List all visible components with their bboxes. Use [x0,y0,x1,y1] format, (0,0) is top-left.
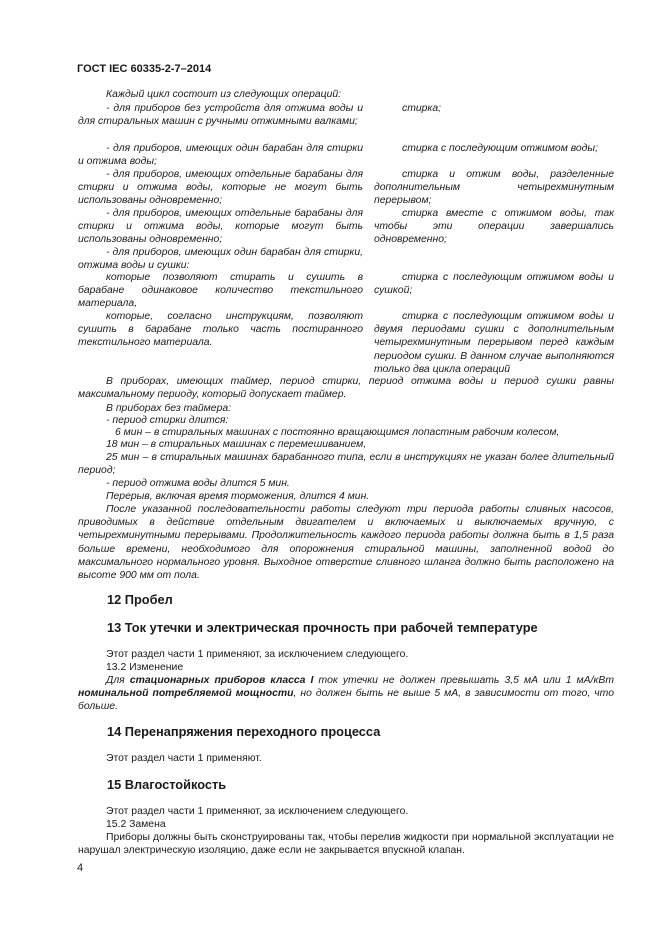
cycle-right-7: стирка с последующим отжимом воды и двумя периодами сушки с дополнительным четырехминутным перерывом перед каждым периодом сушки. В данном случае выполняются только два цикла операций [374,311,614,375]
timer-paragraph-3: - период стирки длится: [106,415,229,426]
section-12-heading: 12 Пробел [107,592,173,607]
cycle-left-5: - для приборов, имеющих один барабан для стирки, отжима воды и сушки: [78,247,363,272]
cycle-left-1: - для приборов без устройств для отжима воды и для стиральных машин с ручными отжимными валками; [78,103,363,128]
section-13-clause: 13.2 Изменение [106,662,184,673]
document-header: ГОСТ IEC 60335-2-7–2014 [77,63,212,75]
cycle-intro: Каждый цикл состоит из следующих операций: [106,89,342,100]
cycle-left-7: которые, согласно инструкциям, позволяют сушить в барабане только часть постиранного текстильного материала. [78,311,363,349]
cycle-right-1: стирка; [402,103,441,114]
cycle-right-4: стирка вместе с отжимом воды, так чтобы эти операции завершались одновременно; [374,208,614,246]
section-13-paragraph-1: Этот раздел части 1 применяют, за исключением следующего. [106,649,409,660]
timer-paragraph-8: Перерыв, включая время торможения, длится 4 мин. [106,491,370,502]
timer-paragraph-9: После указанной последовательности работы следуют три периода работы сливных насосов, приводимых в действие отдельным двигателем и включаемых и выключаемых вручную, с четырехминутными перерывами. Продолжительность каждого периода работы должна быть в 1,5 раза больше времени, необходимого для опорожнения стиральной машины, заполненной водой до максимального нормального уровня. Выходное отверстие сливного шланга должно быть расположено на высоте 900 мм от пола. [78,504,614,582]
cycle-right-2: стирка с последующим отжимом воды; [402,143,598,154]
timer-paragraph-5: 18 мин – в стиральных машинах с перемешиванием, [106,439,367,450]
cycle-right-3: стирка и отжим воды, разделенные дополнительным четырехминутным перерывом; [374,169,614,207]
timer-paragraph-4: 6 мин – в стиральных машинах с постоянно вращающимся лопастным рабочим колесом, [115,427,560,438]
section-15-clause: 15.2 Замена [106,819,166,830]
page-number: 4 [77,862,84,874]
timer-paragraph-6: 25 мин – в стиральных машинах барабанного типа, если в инструкциях не указан более длительный период; [78,452,614,477]
section-15-paragraph-2: Приборы должны быть сконструированы так, чтобы перелив жидкости при нормальной эксплуатации не нарушал электрическую изоляцию, даже если не закрывается впускной клапан. [78,832,614,857]
section-13-paragraph-2: Для стационарных приборов класса I ток утечки не должен превышать 3,5 мА или 1 мА/кВт номинальной потребляемой мощности, но должен быть не выше 5 мА, в зависимости от того, что больше. [78,675,614,713]
section-15-paragraph-1: Этот раздел части 1 применяют, за исключением следующего. [106,806,409,817]
section-14-paragraph-1: Этот раздел части 1 применяют. [106,753,262,764]
section-13-heading: 13 Ток утечки и электрическая прочность при рабочей температуре [107,620,538,635]
cycle-left-4: - для приборов, имеющих отдельные барабаны для стирки и отжима воды, которые могут быть использованы одновременно; [78,208,363,246]
timer-paragraph-7: - период отжима воды длится 5 мин. [106,478,290,489]
cycle-right-6: стирка с последующим отжимом воды и сушкой; [374,272,614,297]
section-14-heading: 14 Перенапряжения переходного процесса [107,724,381,739]
timer-paragraph-2: В приборах без таймера: [106,403,232,414]
cycle-left-2: - для приборов, имеющих один барабан для стирки и отжима воды; [78,143,363,168]
timer-paragraph-1: В приборах, имеющих таймер, период стирки, период отжима воды и период сушки равны максимальному периоду, который допускает таймер. [78,376,614,401]
cycle-left-6: которые позволяют стирать и сушить в барабане одинаковое количество текстильного материала, [78,272,363,310]
cycle-left-3: - для приборов, имеющих отдельные барабаны для стирки и отжима воды, которые не могут быть использованы одновременно; [78,169,363,207]
section-15-heading: 15 Влагостойкость [107,777,227,792]
